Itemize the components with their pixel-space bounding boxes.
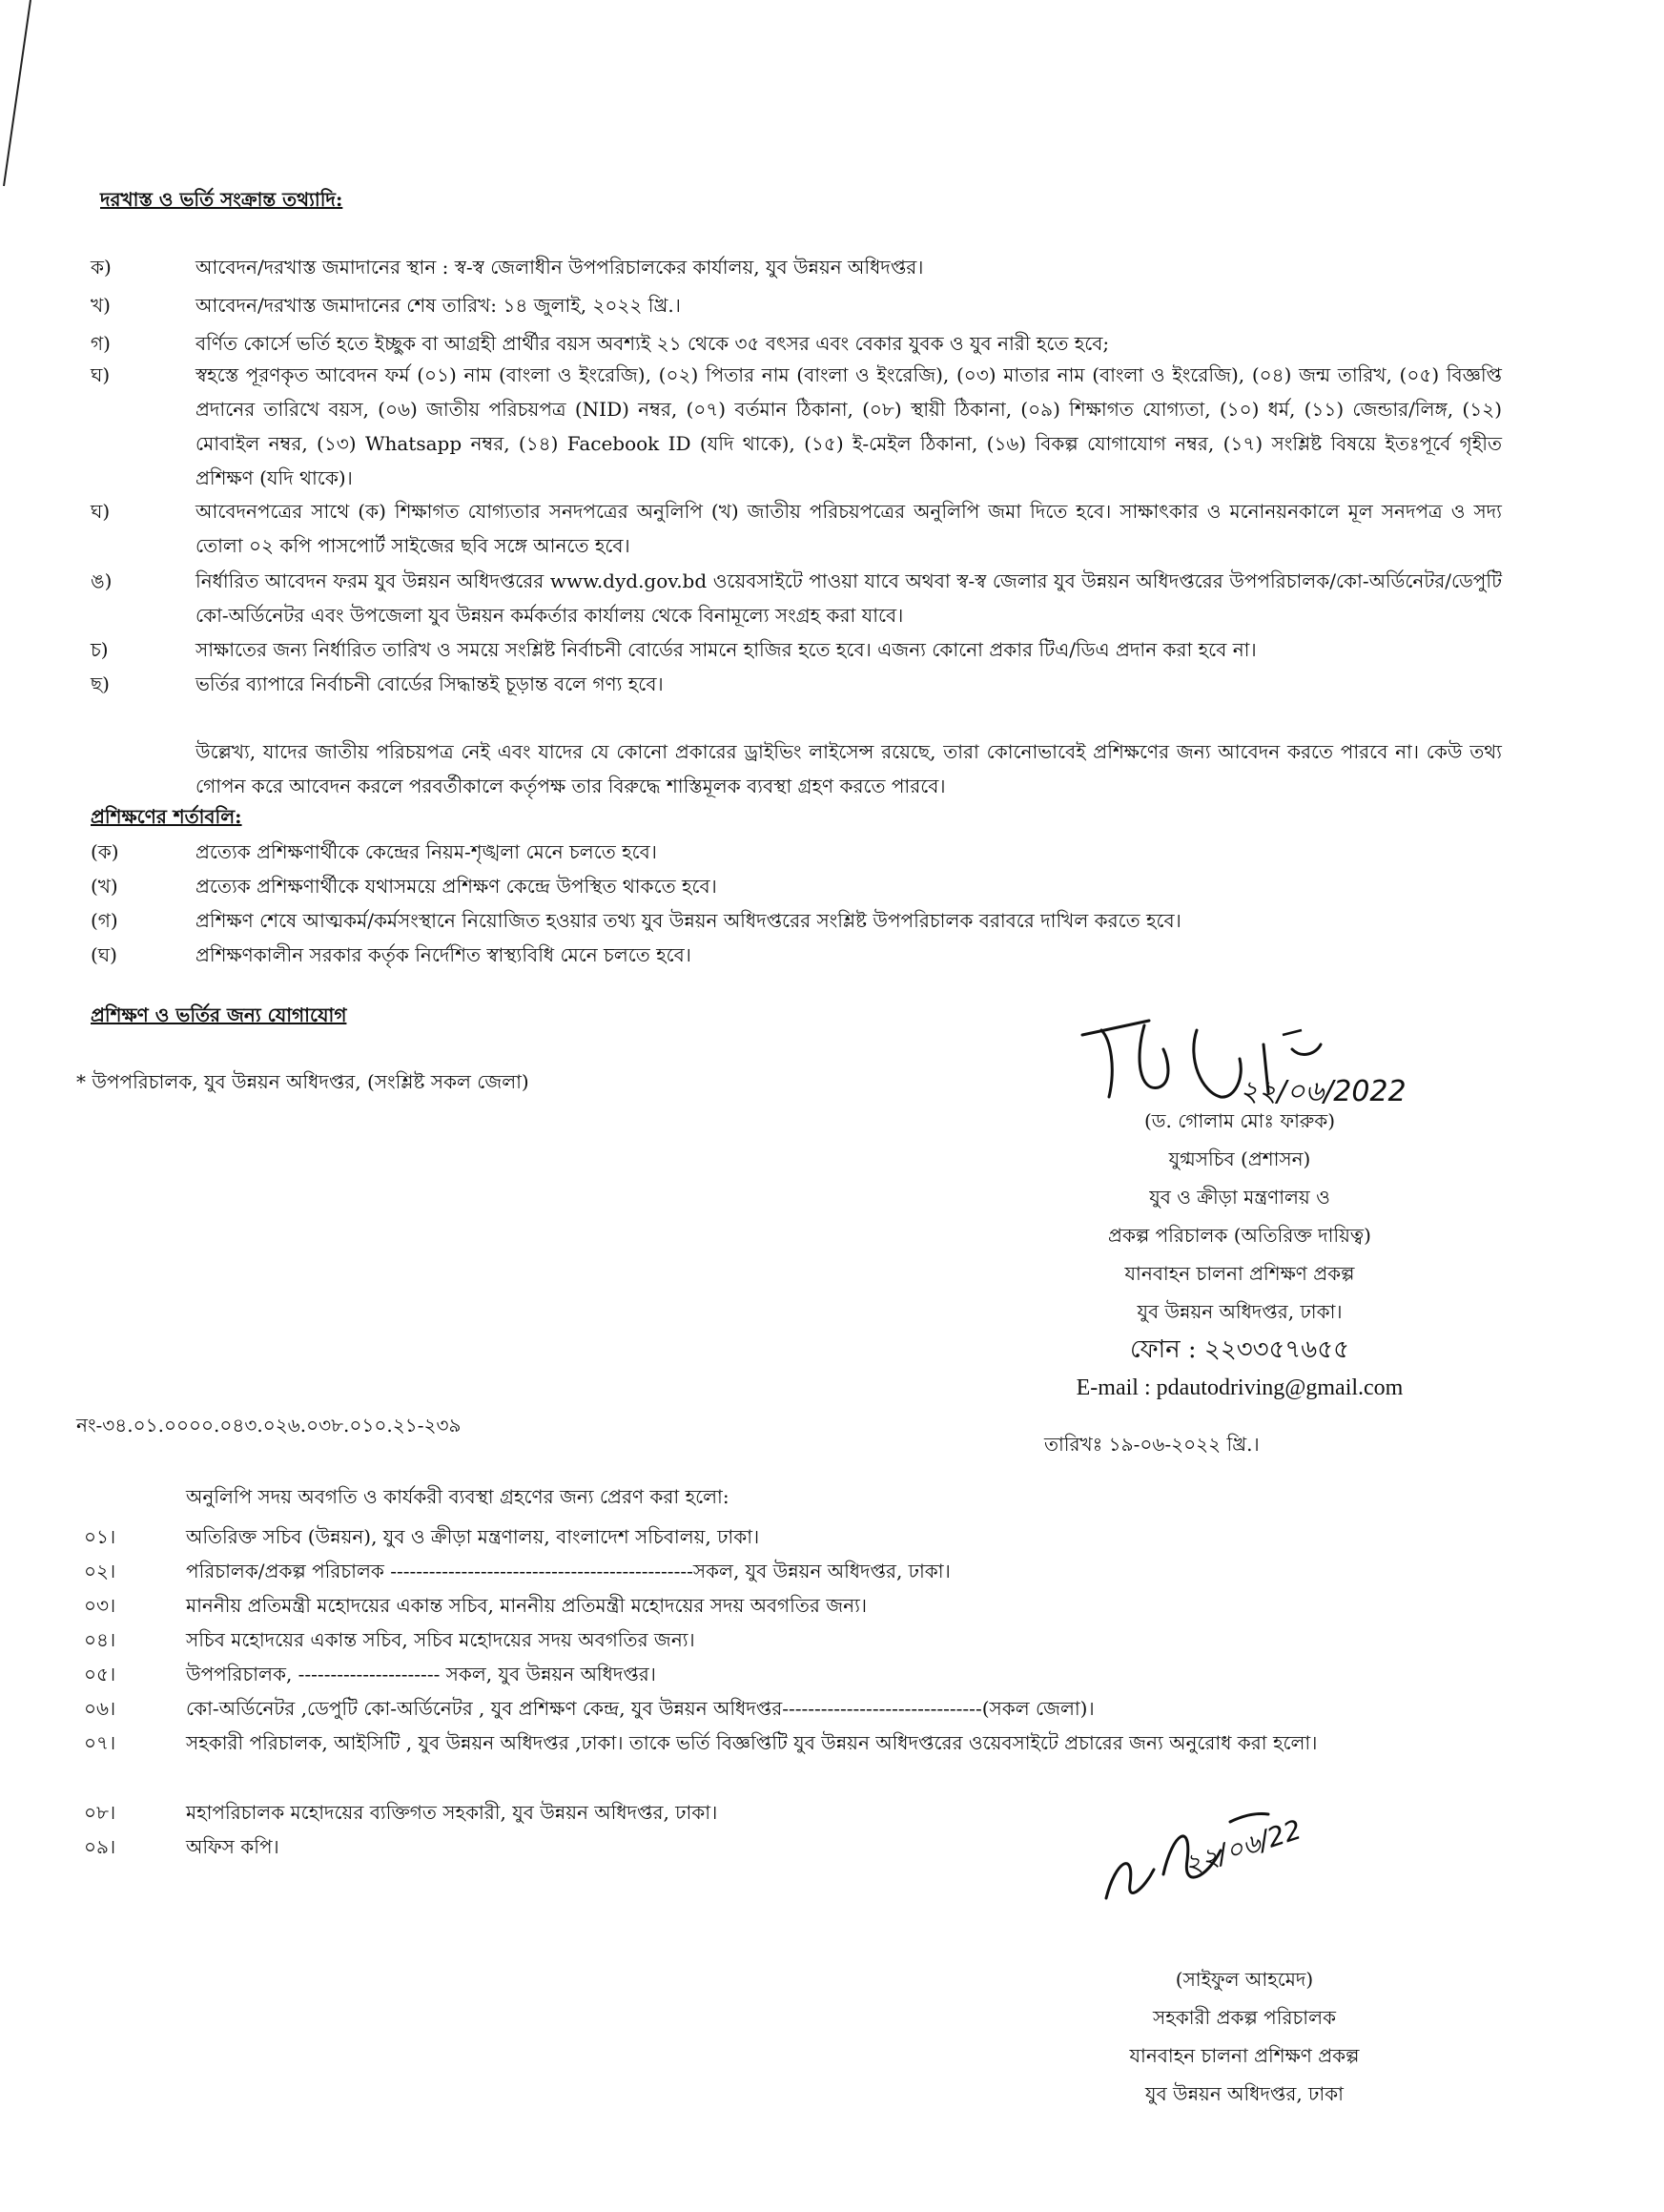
item-label: ০৮। (84, 1801, 116, 1824)
signatory-1-name: (ড. গোলাম মোঃ ফারুক) (1143, 1109, 1336, 1132)
signatory-1-phone: ফোন : ২২৩৩৫৭৬৫৫ (1130, 1335, 1349, 1364)
item-text: প্রশিক্ষণকালীন সরকার কর্তৃক নির্দেশিত স্বাস্থ্যবিধি মেনে চলতে হবে। (195, 943, 691, 966)
item-text: প্রশিক্ষণ শেষে আত্মকর্ম/কর্মসংস্থানে নিয়োজিত হওয়ার তথ্য যুব উন্নয়ন অধিদপ্তরের সংশ্লিষ্ট উপপরিচালক বরাবরে দাখিল করতে হবে। (195, 909, 1181, 932)
item-label: ০৯। (84, 1835, 116, 1858)
item-text: পরিচালক/প্রকল্প পরিচালক -----------------------------------------------সকল, যুব উন্নয়ন অধিদপ্তর, ঢাকা। (186, 1560, 951, 1582)
item-label: ০৭। (84, 1731, 116, 1754)
signatory-1-title: প্রকল্প পরিচালক (অতিরিক্ত দায়িত্ব) (1108, 1224, 1371, 1247)
signature-1-date: ২২/০৬/2022 (1240, 1075, 1407, 1108)
contact-item: * উপপরিচালক, যুব উন্নয়ন অধিদপ্তর, (সংশ্লিষ্ট সকল জেলা) (76, 1070, 529, 1093)
item-label: ছ) (91, 672, 110, 695)
item-label: (গ) (91, 909, 118, 932)
signatory-2-title: যানবাহন চালনা প্রশিক্ষণ প্রকল্প (1129, 2044, 1360, 2067)
item-text: ভর্তির ব্যাপারে নির্বাচনী বোর্ডের সিদ্ধান্তই চূড়ান্ত বলে গণ্য হবে। (195, 672, 664, 695)
item-text: অফিস কপি। (186, 1835, 279, 1858)
memo-date: তারিখঃ ১৯-০৬-২০২২ খ্রি.। (1044, 1433, 1260, 1456)
item-text: অতিরিক্ত সচিব (উন্নয়ন), যুব ও ক্রীড়া মন্ত্রণালয়, বাংলাদেশ সচিবালয়, ঢাকা। (186, 1525, 760, 1548)
item-text: নির্ধারিত আবেদন ফরম যুব উন্নয়ন অধিদপ্তরের www.dyd.gov.bd ওয়েবসাইটে পাওয়া যাবে অথবা স্ব-স্ব জেলার যুব উন্নয়ন অধিদপ্তরের উপপরিচালক/কো-অর্ডিনেটর/ডেপুটি কো-অর্ডিনেটর এবং উপজেলা যুব উন্নয়ন কর্মকর্তার কার্যালয় থেকে বিনামূল্যে সংগ্রহ করা যাবে। (195, 569, 1502, 627)
signature-2-handwritten (1087, 1793, 1449, 1936)
item-label: ঘ) (91, 363, 111, 386)
item-text: আবেদন/দরখাস্ত জমাদানের স্থান : স্ব-স্ব জেলাধীন উপপরিচালকের কার্যালয়, যুব উন্নয়ন অধিদপ্তর। (195, 256, 924, 279)
item-text: মাননীয় প্রতিমন্ত্রী মহোদয়ের একান্ত সচিব, মাননীয় প্রতিমন্ত্রী মহোদয়ের সদয় অবগতির জন্য। (186, 1594, 868, 1617)
item-label: ০৫। (84, 1663, 116, 1685)
item-text: উপপরিচালক, ---------------------- সকল, যুব উন্নয়ন অধিদপ্তর। (186, 1663, 656, 1685)
signatory-2-title: যুব উন্নয়ন অধিদপ্তর, ঢাকা (1145, 2082, 1344, 2105)
signature-2-date: ২২/০৬/22 (1180, 1813, 1305, 1881)
item-text: প্রত্যেক প্রশিক্ষণার্থীকে যথাসময়ে প্রশিক্ষণ কেন্দ্রে উপস্থিত থাকতে হবে। (195, 875, 717, 898)
item-label: (ক) (91, 840, 119, 863)
item-text: স্বহস্তে পূরণকৃত আবেদন ফর্ম (০১) নাম (বাংলা ও ইংরেজি), (০২) পিতার নাম (বাংলা ও ইংরেজি), (০৩) মাতার নাম (বাংলা ও ইংরেজি), (০৪) জন্ম তারিখ, (০৫) বিজ্ঞপ্তি প্রদানের তারিখে বয়স, (০৬) জাতীয় পরিচয়পত্র (NID) নম্বর, (০৭) বর্তমান ঠিকানা, (০৮) স্থায়ী ঠিকানা, (০৯) শিক্ষাগত যোগ্যতা, (১০) ধর্ম, (১১) জেন্ডার/লিঙ্গ, (১২) মোবাইল নম্বর, (১৩) Whatsapp নম্বর, (১৪) Facebook ID (যদি থাকে), (১৫) ই-মেইল ঠিকানা, (১৬) বিকল্প যোগাযোগ নম্বর, (১৭) সংশ্লিষ্ট বিষয়ে ইতঃপূর্বে গৃহীত প্রশিক্ষণ (যদি থাকে)। (195, 363, 1502, 489)
item-text: সচিব মহোদয়ের একান্ত সচিব, সচিব মহোদয়ের সদয় অবগতির জন্য। (186, 1628, 695, 1651)
item-text: সাক্ষাতের জন্য নির্ধারিত তারিখ ও সময়ে সংশ্লিষ্ট নির্বাচনী বোর্ডের সামনে হাজির হতে হবে। এজন্য কোনো প্রকার টিএ/ডিএ প্রদান করা হবে না। (195, 638, 1257, 661)
item-label: (ঘ) (91, 943, 117, 966)
scan-edge-line (0, 0, 57, 191)
item-text: বর্ণিত কোর্সে ভর্তি হতে ইচ্ছুক বা আগ্রহী প্রার্থীর বয়স অবশ্যই ২১ থেকে ৩৫ বৎসর এবং বেকার যুবক ও যুব নারী হতে হবে; (195, 332, 1110, 355)
copies-intro: অনুলিপি সদয় অবগতি ও কার্যকরী ব্যবস্থা গ্রহণের জন্য প্রেরণ করা হলো: (186, 1485, 729, 1508)
eligibility-note: উল্লেখ্য, যাদের জাতীয় পরিচয়পত্র নেই এবং যাদের যে কোনো প্রকারের ড্রাইভিং লাইসেন্স রয়েছে, তারা কোনোভাবেই প্রশিক্ষণের জন্য আবেদন করতে পারবে না। কেউ তথ্য গোপন করে আবেদন করলে পরবর্তীকালে কর্তৃপক্ষ তার বিরুদ্ধে শাস্তিমূলক ব্যবস্থা গ্রহণ করতে পারবে। (195, 740, 1502, 797)
item-label: ০৬। (84, 1697, 116, 1720)
signatory-1-email: E-mail : pdautodriving@gmail.com (1076, 1375, 1404, 1400)
item-label: ০৩। (84, 1594, 116, 1617)
signatory-1-title: যানবাহন চালনা প্রশিক্ষণ প্রকল্প (1124, 1262, 1355, 1285)
signatory-1-title: যুব উন্নয়ন অধিদপ্তর, ঢাকা। (1137, 1300, 1343, 1323)
item-label: ঘ) (91, 500, 111, 523)
item-label: ০২। (84, 1560, 116, 1582)
item-text: প্রত্যেক প্রশিক্ষণার্থীকে কেন্দ্রের নিয়ম-শৃঙ্খলা মেনে চলতে হবে। (195, 840, 657, 863)
item-text: আবেদন/দরখাস্ত জমাদানের শেষ তারিখ: ১৪ জুলাই, ২০২২ খ্রি.। (195, 294, 681, 317)
item-label: ০১। (84, 1525, 116, 1548)
contact-heading: প্রশিক্ষণ ও ভর্তির জন্য যোগাযোগ (91, 1003, 347, 1026)
application-heading: দরখাস্ত ও ভর্তি সংক্রান্ত তথ্যাদি: (100, 188, 343, 211)
item-label: ঙ) (91, 569, 113, 592)
signatory-1-block (1001, 1102, 1478, 1407)
item-text: আবেদনপত্রের সাথে (ক) শিক্ষাগত যোগ্যতার সনদপত্রের অনুলিপি (খ) জাতীয় পরিচয়পত্রের অনুলিপি জমা দিতে হবে। সাক্ষাৎকার ও মনোনয়নকালে মূল সনদপত্র ও সদ্য তোলা ০২ কপি পাসপোর্ট সাইজের ছবি সঙ্গে আনতে হবে। (195, 500, 1502, 557)
item-text: মহাপরিচালক মহোদয়ের ব্যক্তিগত সহকারী, যুব উন্নয়ন অধিদপ্তর, ঢাকা। (186, 1801, 718, 1824)
item-label: ০৪। (84, 1628, 116, 1651)
signatory-2-title: সহকারী প্রকল্প পরিচালক (1153, 2006, 1336, 2029)
signatory-1-title: যুব ও ক্রীড়া মন্ত্রণালয় ও (1149, 1186, 1330, 1209)
item-text: কো-অর্ডিনেটর ,ডেপুটি কো-অর্ডিনেটর , যুব প্রশিক্ষণ কেন্দ্র, যুব উন্নয়ন অধিদপ্তর-------------------------------(সকল জেলা)। (186, 1697, 1095, 1720)
item-label: চ) (91, 638, 109, 661)
item-label: (খ) (91, 875, 118, 898)
item-text: সহকারী পরিচালক, আইসিটি , যুব উন্নয়ন অধিদপ্তর ,ঢাকা। তাকে ভর্তি বিজ্ঞপ্তিটি যুব উন্নয়ন অধিদপ্তরের ওয়েবসাইটে প্রচারের জন্য অনুরোধ করা হলো। (186, 1731, 1318, 1754)
memo-number: নং-৩৪.০১.০০০০.০৪৩.০২৬.০৩৮.০১০.২১-২৩৯ (76, 1414, 462, 1437)
item-label: গ) (91, 332, 111, 355)
conditions-heading: প্রশিক্ষণের শর্তাবলি: (91, 805, 242, 828)
signatory-1-title: যুগ্মসচিব (প্রশাসন) (1168, 1147, 1311, 1170)
signatory-2-name: (সাইফুল আহমেদ) (1175, 1968, 1314, 1991)
signatory-2-block (1030, 1960, 1459, 2113)
item-label: খ) (91, 294, 111, 317)
item-label: ক) (91, 256, 112, 279)
